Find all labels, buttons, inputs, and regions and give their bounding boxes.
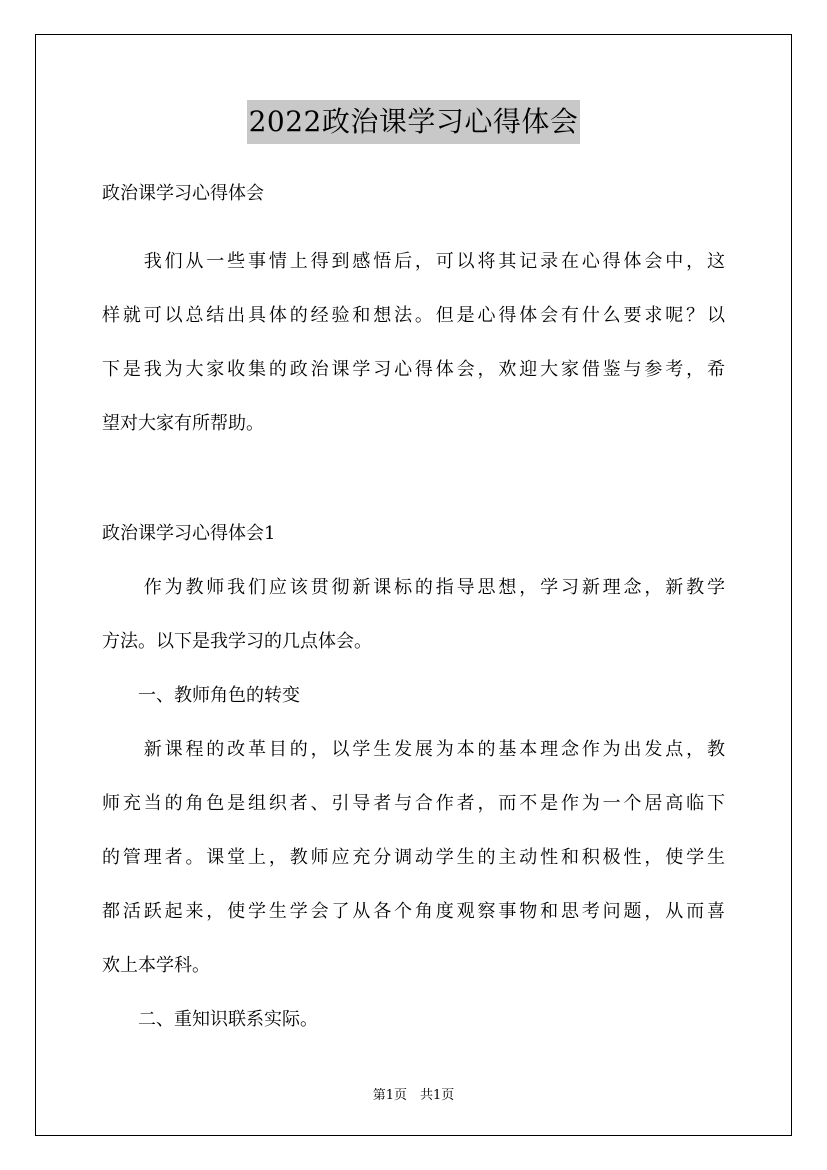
intro-line: 我们从一些事情上得到感悟后，可以将其记录在心得体会中，这 (102, 251, 725, 272)
paragraph-line: 作为教师我们应该贯彻新课标的指导思想，学习新理念，新教学 (102, 577, 725, 598)
section-heading: 政治课学习心得体会1 (102, 523, 276, 544)
paragraph-line: 都活跃起来，使学生学会了从各个角度观察事物和思考问题，从而喜 (102, 901, 725, 922)
point1-paragraph (102, 723, 725, 993)
intro-line: 望对大家有所帮助。 (102, 413, 264, 434)
paragraph-line: 的管理者。课堂上，教师应充分调动学生的主动性和积极性，使学生 (102, 847, 725, 868)
point-heading: 二、重知识联系实际。 (102, 1009, 318, 1030)
point-heading: 一、教师角色的转变 (102, 685, 300, 706)
document-title: 2022政治课学习心得体会 (247, 100, 581, 144)
subtitle: 政治课学习心得体会 (102, 183, 264, 204)
document-body (102, 175, 725, 1047)
paragraph-line: 新课程的改革目的，以学生发展为本的基本理念作为出发点，教 (102, 739, 725, 760)
page-footer: 第1页 共1页 (372, 1088, 455, 1103)
title-wrapper (0, 100, 827, 144)
intro-line: 样就可以总结出具体的经验和想法。但是心得体会有什么要求呢？以 (102, 305, 725, 326)
paragraph-line: 欢上本学科。 (102, 955, 210, 976)
intro-paragraph (102, 235, 725, 451)
section1-paragraph (102, 561, 725, 669)
paragraph-line: 师充当的角色是组织者、引导者与合作者，而不是作为一个居高临下 (102, 793, 725, 814)
intro-line: 下是我为大家收集的政治课学习心得体会，欢迎大家借鉴与参考，希 (102, 359, 725, 380)
paragraph-line: 方法。以下是我学习的几点体会。 (102, 631, 372, 652)
